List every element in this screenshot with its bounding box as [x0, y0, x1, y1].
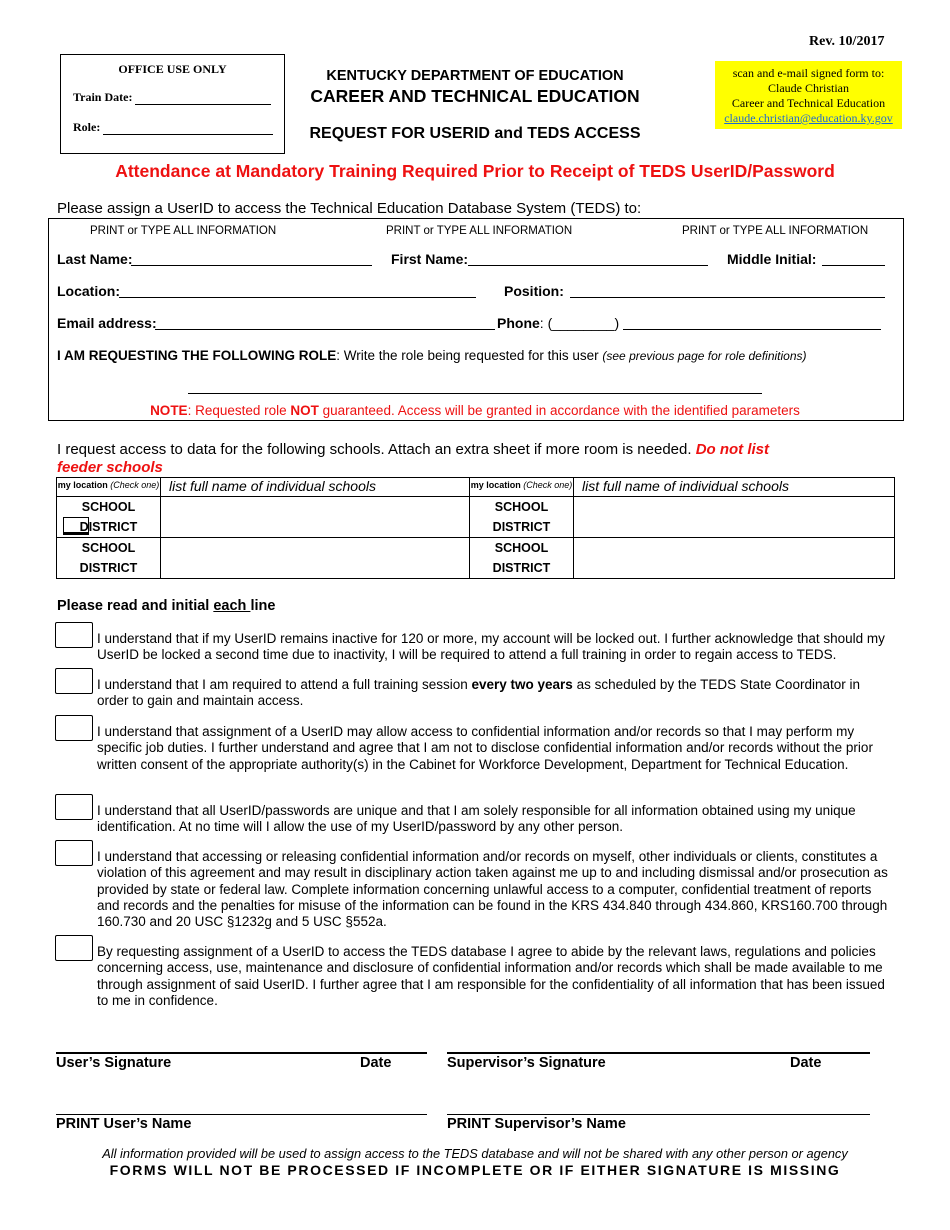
role-label: Role	[73, 120, 97, 134]
position-label: Position	[504, 283, 560, 299]
processing-warning: FORMS WILL NOT BE PROCESSED IF INCOMPLETE OR IF EITHER SIGNATURE IS MISSING	[109, 1162, 841, 1178]
statement-3: I understand that assignment of a UserID may allow access to confidential information and/or records so that I may perform my specific job duties. I further understand and agree that I am not to disclose confidential information and/or records without the prior written consent of the appropriate authority(s) in the Cabinet for Workforce Development, Department for Technical Education.	[97, 724, 873, 772]
schools-row-2	[57, 538, 895, 579]
location-check-2[interactable]	[470, 497, 574, 538]
revision-label: Rev. 10/2017	[809, 34, 885, 49]
statement-6: By requesting assignment of a UserID to access the TEDS database I agree to abide by the relevant laws, regulations and policies concerning access, use, maintenance and disclosure of confidential information and/or records which shall be made available to me through assignment of said UserID. I further agree that I am responsible for the confidentiality of all information that has been issued to me in confidence.	[97, 944, 885, 1008]
contact-name: Claude Christian	[768, 81, 849, 95]
train-date-field[interactable]	[135, 104, 271, 105]
list-hint-1: list full name of individual schools	[161, 478, 470, 497]
note-text-2: guaranteed. Access will be granted in accordance with the identified parameters	[318, 403, 800, 418]
supervisor-signature-label: Supervisor’s Signature	[447, 1055, 606, 1071]
supervisor-date-label: Date	[790, 1055, 822, 1071]
office-use-title: OFFICE USE ONLY	[118, 62, 227, 76]
loc-header-1: my location	[57, 480, 108, 490]
statement-1: I understand that if my UserID remains inactive for 120 or more, my account will be locked out. I further acknowledge that should my UserID be locked a second time due to inactivity, I will be required to attend a full training in order to regain access to TEDS.	[97, 631, 885, 663]
department-name: KENTUCKY DEPARTMENT OF EDUCATION	[326, 68, 624, 84]
user-print-name-line[interactable]	[56, 1114, 427, 1115]
statement-2-bold: every two years	[471, 677, 573, 692]
training-banner: Attendance at Mandatory Training Required Prior to Receipt of TEDS UserID/Password	[115, 161, 835, 181]
contact-instruction: scan and e-mail signed form to:	[732, 66, 885, 80]
school-name-cell[interactable]	[574, 538, 895, 579]
user-info-box	[48, 218, 904, 421]
loc-hint-2: (Check one)	[523, 480, 573, 490]
first-name-field[interactable]	[468, 265, 708, 266]
user-date-label: Date	[360, 1055, 392, 1071]
email-field[interactable]	[155, 329, 495, 330]
print-note-2: PRINT or TYPE ALL INFORMATION	[386, 225, 573, 237]
contact-box	[715, 61, 902, 129]
assign-intro: Please assign a UserID to access the Technical Education Database System (TEDS) to:	[57, 200, 642, 217]
office-use-box: OFFICE USE ONLY Train Date: Role:	[60, 54, 285, 154]
user-signature-label: User’s Signature	[56, 1055, 172, 1071]
district-option: DISTRICT	[492, 561, 551, 575]
feeder-warning: Do not list feeder schools	[57, 441, 770, 476]
initial-heading	[57, 598, 275, 614]
list-hint-2: list full name of individual schools	[574, 478, 895, 497]
print-note-3: PRINT or TYPE ALL INFORMATION	[682, 225, 869, 237]
school-option: SCHOOL	[81, 541, 136, 555]
division-name: CAREER AND TECHNICAL EDUCATION	[310, 86, 640, 106]
location-checkbox[interactable]	[63, 517, 89, 535]
role-request-hint: (see previous page for role definitions)	[602, 349, 807, 363]
contact-email-link[interactable]: claude.christian@education.ky.gov	[724, 111, 893, 125]
loc-header-2: my location	[470, 480, 521, 490]
note-prefix: NOTE	[150, 403, 188, 418]
school-name-cell[interactable]	[161, 538, 470, 579]
initial-box-6[interactable]	[55, 935, 93, 961]
phone-field[interactable]	[623, 329, 881, 330]
print-user-name-label: PRINT User’s Name	[56, 1116, 192, 1132]
location-label: Location	[57, 283, 116, 299]
district-option: DISTRICT	[492, 520, 551, 534]
schools-intro-text: I request access to data for the following schools. Attach an extra sheet if more room is needed.	[57, 441, 696, 458]
statement-2	[97, 677, 892, 710]
school-option: SCHOOL	[494, 541, 549, 555]
note-text-1: : Requested role	[187, 403, 291, 418]
supervisor-signature-line[interactable]	[447, 1052, 870, 1054]
supervisor-print-name-line[interactable]	[447, 1114, 870, 1115]
schools-intro	[57, 441, 797, 477]
statement-4: I understand that all UserID/passwords are unique and that I am solely responsible for all information obtained using my unique identification. At no time will I allow the use of my UserID/password by any other person.	[97, 803, 856, 835]
initial-box-1[interactable]	[55, 622, 93, 648]
position-field[interactable]	[570, 297, 885, 298]
role-request-text: : Write the role being requested for this user	[336, 348, 603, 363]
print-note-1: PRINT or TYPE ALL INFORMATION	[90, 225, 277, 237]
middle-initial-field[interactable]	[822, 265, 885, 266]
initial-heading-each: each	[213, 598, 251, 614]
statement-2-text: I understand that I am required to attend a full training session	[97, 677, 472, 692]
initial-heading-end: line	[250, 598, 276, 614]
email-label: Email address	[57, 315, 152, 331]
initial-box-2[interactable]	[55, 668, 93, 694]
initial-box-4[interactable]	[55, 794, 93, 820]
contact-office: Career and Technical Education	[731, 96, 886, 110]
phone-label: Phone	[497, 315, 540, 331]
initial-heading-text: Please read and initial	[57, 598, 214, 614]
school-name-cell[interactable]	[161, 497, 470, 538]
schools-row-1	[57, 497, 895, 538]
middle-initial-label: Middle Initial	[727, 251, 812, 267]
statement-5: I understand that accessing or releasing confidential information and/or records on myself, other individuals or clients, constitutes a violation of this agreement and may result in disciplinary action taken against me up to and including dismissal and/or prosecution as provided by state or federal law. Complete information concerning unlawful access to a computer, confidential treatment of reports and records and the penalties for misuse of the information can be found in the KRS 434.840 through 434.860, KRS160.700 through 160.730 and 20 USC §1232g and 5 USC §552a.	[97, 849, 888, 930]
note-not: NOT	[290, 403, 319, 418]
privacy-statement: All information provided will be used to assign access to the TEDS database and will not be shared with any other person or agency	[102, 1146, 848, 1161]
initial-box-5[interactable]	[55, 840, 93, 866]
schools-table	[56, 477, 895, 579]
loc-hint-1: (Check one)	[110, 480, 160, 490]
location-check-3[interactable]	[57, 538, 161, 579]
print-supervisor-name-label: PRINT Supervisor’s Name	[447, 1116, 626, 1132]
role-request-label: I AM REQUESTING THE FOLLOWING ROLE	[57, 348, 337, 363]
role-note	[0, 403, 950, 418]
location-check-1[interactable]	[57, 497, 161, 538]
initial-box-3[interactable]	[55, 715, 93, 741]
school-name-cell[interactable]	[574, 497, 895, 538]
first-name-label: First Name	[391, 251, 464, 267]
last-name-label: Last Name	[57, 251, 128, 267]
school-option: SCHOOL	[494, 500, 549, 514]
statement-2-end: as scheduled by the TEDS State Coordinator in order to gain and maintain access.	[97, 677, 860, 709]
school-option: SCHOOL	[81, 500, 136, 514]
form-title: REQUEST FOR USERID and TEDS ACCESS	[309, 125, 641, 142]
role-field[interactable]	[188, 393, 762, 394]
location-field[interactable]	[119, 297, 476, 298]
role-field[interactable]	[103, 134, 273, 135]
user-signature-line[interactable]	[56, 1052, 427, 1054]
train-date-label: Train Date	[73, 90, 129, 104]
phone-area-code[interactable]: (________)	[547, 315, 620, 331]
location-check-4[interactable]	[470, 538, 574, 579]
district-option: DISTRICT	[79, 561, 138, 575]
last-name-field[interactable]	[131, 265, 372, 266]
district-option: DISTRICT	[79, 520, 138, 534]
